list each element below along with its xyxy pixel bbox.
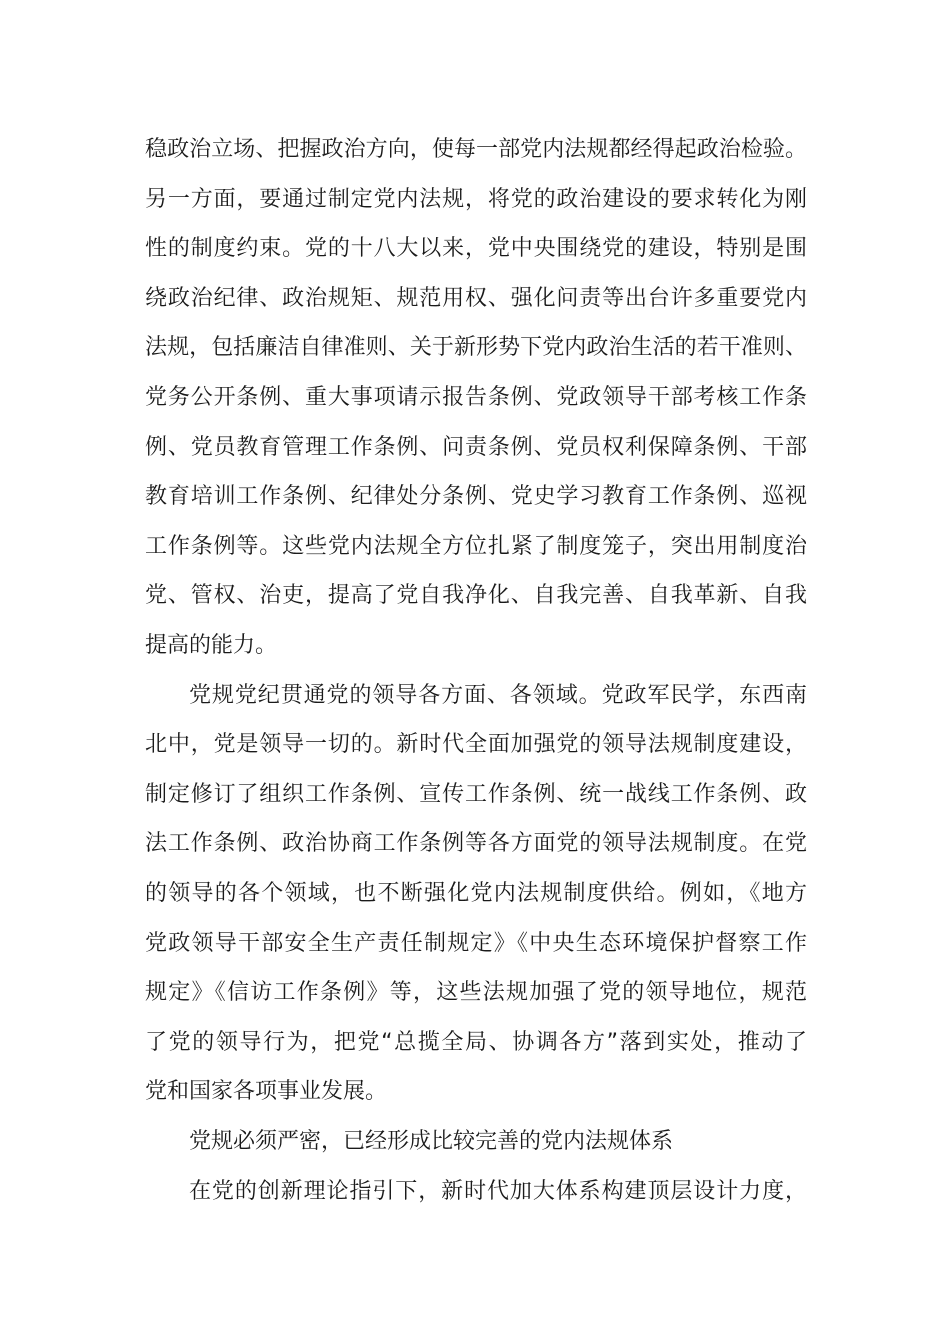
text-line: 党政领导干部安全生产责任制规定》《中央生态环境保护督察工作 [145,930,807,956]
text-line: 另一方面，要通过制定党内法规，将党的政治建设的要求转化为刚 [145,186,807,212]
text-line: 党规必须严密，已经形成比较完善的党内法规体系 [189,1129,674,1154]
text-line: 的领导的各个领域，也不断强化党内法规制度供给。例如，《地方 [145,881,807,906]
text-line: 稳政治立场、把握政治方向，使每一部党内法规都经得起政治检验。 [145,137,807,162]
text-line: 规定》《信访工作条例》等，这些法规加强了党的领导地位，规范 [145,980,807,1006]
text-line: 提高的能力。 [145,633,278,658]
text-line: 北中，党是领导一切的。新时代全面加强党的领导法规制度建设， [145,732,807,758]
text-line: 性的制度约束。党的十八大以来，党中央围绕党的建设，特别是围 [145,236,807,262]
text-line: 党和国家各项事业发展。 [145,1079,388,1105]
text-line: 党规党纪贯通党的领导各方面、各领域。党政军民学，东西南 [189,682,807,708]
text-line: 党、管权、治吏，提高了党自我净化、自我完善、自我革新、自我 [145,583,807,609]
text-line: 制定修订了组织工作条例、宣传工作条例、统一战线工作条例、政 [145,781,807,807]
text-line: 工作条例等。这些党内法规全方位扎紧了制度笼子，突出用制度治 [145,533,807,559]
text-line: 党务公开条例、重大事项请示报告条例、党政领导干部考核工作条 [145,385,807,410]
text-line: 法规，包括廉洁自律准则、关于新形势下党内政治生活的若干准则、 [145,335,807,361]
text-line: 教育培训工作条例、纪律处分条例、党史学习教育工作条例、巡视 [145,484,807,510]
text-line: 了党的领导行为，把党“总揽全局、协调各方”落到实处，推动了 [145,1029,807,1055]
text-line: 在党的创新理论指引下，新时代加大体系构建顶层设计力度， [189,1178,807,1204]
text-line: 法工作条例、政治协商工作条例等各方面党的领导法规制度。在党 [145,831,807,857]
text-line: 例、党员教育管理工作条例、问责条例、党员权利保障条例、干部 [145,434,807,460]
text-line: 绕政治纪律、政治规矩、规范用权、强化问责等出台许多重要党内 [145,285,807,311]
